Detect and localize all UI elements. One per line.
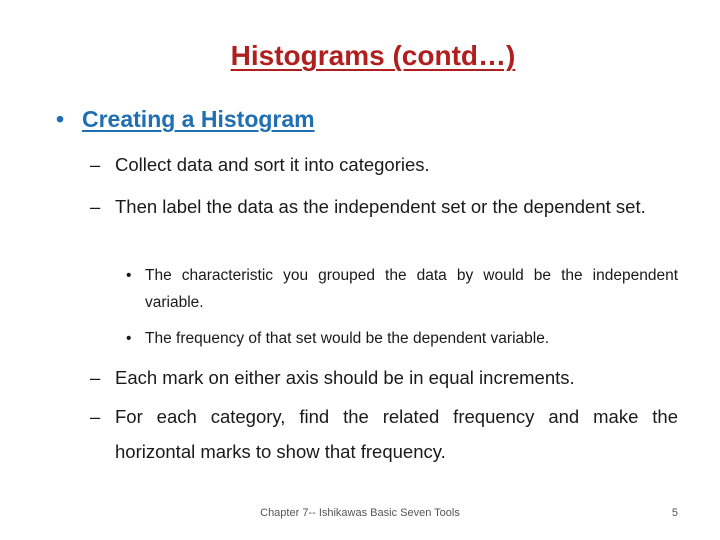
dash-marker: – — [90, 406, 101, 427]
nested-item-dependent — [126, 325, 678, 352]
slide-title: Histograms (contd…) — [230, 40, 516, 71]
dot-marker: • — [126, 330, 132, 347]
bullet-marker: • — [56, 106, 65, 132]
sub-item-frequency-marks — [90, 399, 678, 469]
sub-item-collect-data — [90, 147, 678, 182]
dash-marker: – — [90, 367, 101, 388]
sub-item-equal-increments — [90, 360, 678, 395]
sub-item-text: Then label the data as the independent set or the dependent set. — [115, 196, 646, 217]
dash-marker: – — [90, 196, 101, 217]
main-bullet — [56, 106, 315, 133]
main-bullet-text: Creating a Histogram — [82, 106, 315, 132]
page-number: 5 — [671, 507, 678, 519]
slide-footer: Chapter 7-- Ishikawas Basic Seven Tools — [260, 507, 460, 519]
nested-item-independent — [126, 262, 678, 316]
sub-item-label-data — [90, 189, 678, 224]
sub-item-text: For each category, find the related frequency and make the horizontal marks to show that frequency. — [115, 406, 678, 462]
dash-marker: – — [90, 154, 101, 175]
dot-marker: • — [126, 267, 132, 284]
nested-item-text: The characteristic you grouped the data by would be the independent variable. — [145, 267, 678, 311]
sub-item-text: Each mark on either axis should be in equal increments. — [115, 367, 575, 388]
nested-item-text: The frequency of that set would be the dependent variable. — [145, 330, 550, 347]
sub-item-text: Collect data and sort it into categories. — [115, 154, 430, 175]
